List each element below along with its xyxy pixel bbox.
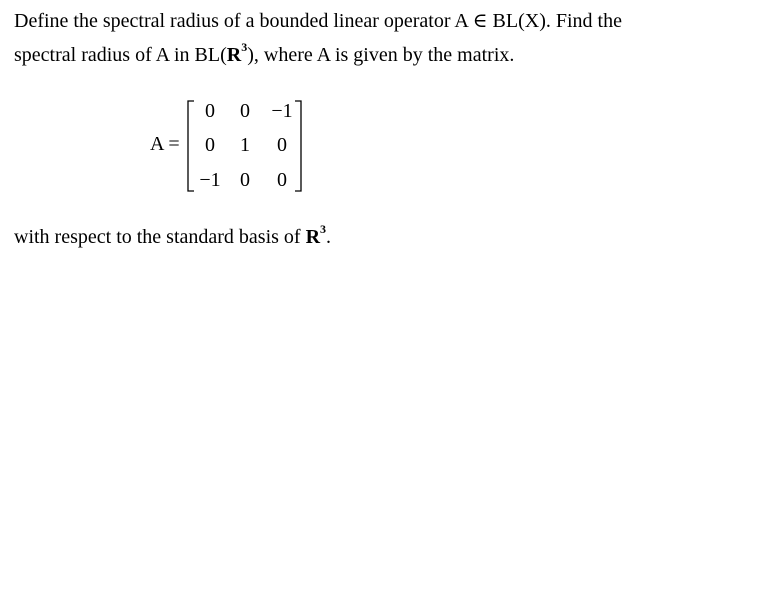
question-line-3: [14, 222, 332, 249]
matrix-lhs: A =: [150, 133, 180, 155]
matrix-cell-r3-c1: −1: [199, 169, 221, 191]
question-line-2: [14, 40, 515, 67]
line2-text-a: spectral radius of: [14, 44, 156, 66]
dimension-exponent-2: 3: [320, 222, 327, 237]
left-bracket: [188, 101, 194, 191]
matrix-cell-r1-c2: 0: [240, 100, 250, 122]
matrix-cell-r3-c3: 0: [277, 169, 287, 191]
line2-text-b: in: [168, 44, 195, 66]
matrix-equation: [150, 98, 310, 194]
line1-text-a: Define the spectral radius of a bounded linear operator: [14, 10, 455, 32]
matrix-cell-r2-c2: 1: [240, 134, 250, 156]
dimension-exponent: 3: [241, 40, 248, 55]
line2-text-c: , where A is given by the matrix.: [253, 44, 515, 66]
operator-membership: A ∈ BL(X): [454, 10, 546, 32]
matrix-cell-r3-c2: 0: [240, 169, 250, 191]
bl-space-open: BL(: [194, 44, 227, 66]
line3-text-a: with respect to the standard basis of: [14, 226, 306, 248]
real-space-symbol-2: R: [305, 226, 321, 248]
operator-symbol: A: [155, 44, 169, 66]
question-line-1: [14, 9, 622, 33]
real-space-symbol: R: [226, 44, 242, 66]
matrix-cell-r2-c1: 0: [205, 134, 215, 156]
line1-text-b: . Find the: [545, 10, 622, 32]
bl-space-close: ): [247, 44, 254, 66]
matrix-cell-r2-c3: 0: [277, 134, 287, 156]
line3-text-b: .: [326, 226, 332, 248]
matrix-cell-r1-c3: −1: [271, 100, 293, 122]
matrix-cell-r1-c1: 0: [205, 100, 215, 122]
